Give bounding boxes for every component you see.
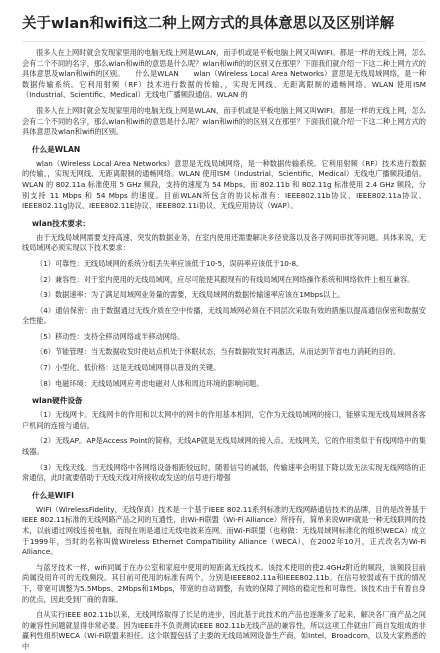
list-item: （3）数据速率：为了满足局域网业务量的需要，无线局域网的数据传输速率应该在1Mbps以上。 — [36, 290, 345, 300]
page-title: 关于wlan和wifi这二种上网方式的具体意思以及区别详解 — [22, 16, 395, 32]
wlan-definition: wlan（Wireless Local Area Networks）意思是无线局域网络，是一种数据传输系统。它利用射频（RF）技术进行数据的传输，，实现无网线、无距离限制的通畅网络。WLAN 使用ISM（Industrial、Scientific、Medical）无线电广播频段通信。WLAN 的 802.11a 标准使用 5 GHz 频段，支持的速度为 54 Mbps，而 802.11b 和 802.11g 标准使用 2.4 GHz 频段，分别支持 11 Mbps 和 54 Mbps 的速度。目前WLAN所包含的协议标准有：IEEE802.11b协议、IEEE802.11a协议、IEEE802.11g协议、IEEE802.11E协议、IEEE802.11i协议、无线应用协议（WAP）。 — [22, 158, 426, 211]
list-item: （7）小型化、低价格：这是无线局域网得以普及的关键。 — [36, 363, 221, 373]
intro-paragraph: 很多人在上网时就会发现家里用的电脑无线上网是WLAN，而手机或是平板电脑上网又叫WIFI。都是一样的无线上网，怎么会有二个不同的名字，那么wlan和wifi的意思是什么呢？wlan和wifi的的区别又在那里？下面我们就介绍一下这二种上网方式的具体意思及wlan和wifi的区别。 什么是WLAN wlan（Wireless Local Area Networks）意思是无线局域网络，是一种数据传输系统。它利用射频（RF）技术进行数据的传输，，实现无网线、无距离限制的通畅网络。WLAN 使用ISM（Industrial、Scientific、Medical）无线电广播频段通信。WLAN 的 — [22, 48, 426, 100]
heading-wlan-tech: wlan技术要求： — [32, 218, 91, 228]
wifi-paragraph-1: WIFI（WirelessFidelity，无线保真）技术是一个基于IEEE 802.11系列标准的无线网路通信技术的品牌，目的是改善基于IEEE 802.11标准的无线网路产品之间的互通性，由Wi-Fi联盟（Wi-Fi Alliance）所持有，简单来说WIFI就是一种无线联网的技术，以前通过网线连接电脑，而现在则是通过无线电波来连网。而Wi-Fi联盟（也称做：无线局域网标准化的组织WECA）成立于1999年，当时的名称叫做Wireless Ethernet CompaTIbility Alliance（WECA），在2002年10月，正式改名为Wi-Fi Alliance。 — [22, 504, 426, 557]
heading-wlan-hardware: wlan硬件设备 — [32, 396, 83, 406]
list-item: （1）可靠性：无线局域网的系统分组丢失率应该低于10-5，误码率应该低于10-8。 — [36, 258, 304, 268]
list-item: （1）无线网卡。无线网卡的作用和以太网中的网卡的作用基本相同，它作为无线局域网的接口，能够实现无线局域网各客户机间的连接与通信。 — [22, 410, 426, 430]
list-item: （2）兼容性：对于室内使用的无线局域网，应尽可能使其跟现有的有线局域网在网络操作系统和网络软件上相互兼容。 — [36, 274, 415, 284]
heading-what-is-wlan: 什么是WLAN — [32, 144, 81, 154]
wifi-paragraph-2: 与蓝牙技术一样，wifi同属于在办公室和家庭中使用的短距离无线技术。该技术使用的使2.4GHz附近的频段，该频段目前尚属没用许可的无线频段。其目前可使用的标准有两个，分别是IEEE802.11a和IEEE802.11b。在信号较弱或有干扰的情况下，带宽可调整为5.5Mbps、2Mbps和1Mbps，带宽的自动调整，有效的保障了网络的稳定性和可靠性。该技术由于有着自身的优点，因此受到厂商的青睐。 — [22, 562, 426, 604]
list-item: （8）电磁环境：无线局域网应考虑电磁对人体和周边环境的影响问题。 — [36, 378, 264, 388]
heading-what-is-wifi: 什么是WIFI — [32, 490, 74, 500]
intro-paragraph-repeat: 很多人在上网时就会发现家里用的电脑无线上网是WLAN，而手机或是平板电脑上网又叫WIFI。都是一样的无线上网，怎么会有二个不同的名字，那么wlan和wifi的意思是什么呢？wlan和wifi的的区别又在那里？下面我们就介绍一下这二种上网方式的具体意思及wlan和wifi的区别。 — [22, 105, 426, 137]
list-item: （3）无线天线。当无线网络中各网络设备相距较远时，随着信号的减弱，传输速率会明显下降以致无法实现无线网络的正常通信，此时就要借助于无线天线对所接收或发送的信号进行增强 — [22, 462, 426, 483]
list-item: （2）无线AP。AP是Access Point的简称，无线AP就是无线局域网的接入点、无线网关，它的作用类似于有线网络中的集线器。 — [22, 436, 426, 457]
list-item: （5）移动性：支持全移动网络或半移动网络。 — [36, 331, 185, 341]
list-item: （4）通信保密：由于数据通过无线介质在空中传播，无线局域网必须在不同层次采取有效的措施以提高通信保密和数据安全性能。 — [22, 305, 426, 326]
tech-intro: 由于无线局域网需要支持高速、突发的数据业务，在室内使用还需要解决多径衰落以及各子网间串扰等问题。具体来说，无线局域网必须实现以下技术要求： — [22, 232, 426, 253]
wifi-paragraph-3: 自从实行IEEE 802.11b以来，无线网络取得了长足的进步，因此基于此技术的产品也逐渐多了起来，解决各厂商产品之间的兼容性问题就显得非常必要。因为IEEE并不负责测试IEEE 802.11b无线产品的兼容性，所以这项工作就由厂商自发组成的非赢利性组织WECA（Wi-Fi联盟来担任。这个联盟包括了主要的无线局域网设备生产商，如Intel、Broadcom，以及大家熟悉的中 — [22, 610, 426, 651]
title-divider — [22, 41, 426, 42]
list-item: （6）节能管理：当无数据收发时使站点机处于休眠状态，当有数据收发时再激活，从而达到节省电力消耗的目的。 — [36, 347, 400, 357]
